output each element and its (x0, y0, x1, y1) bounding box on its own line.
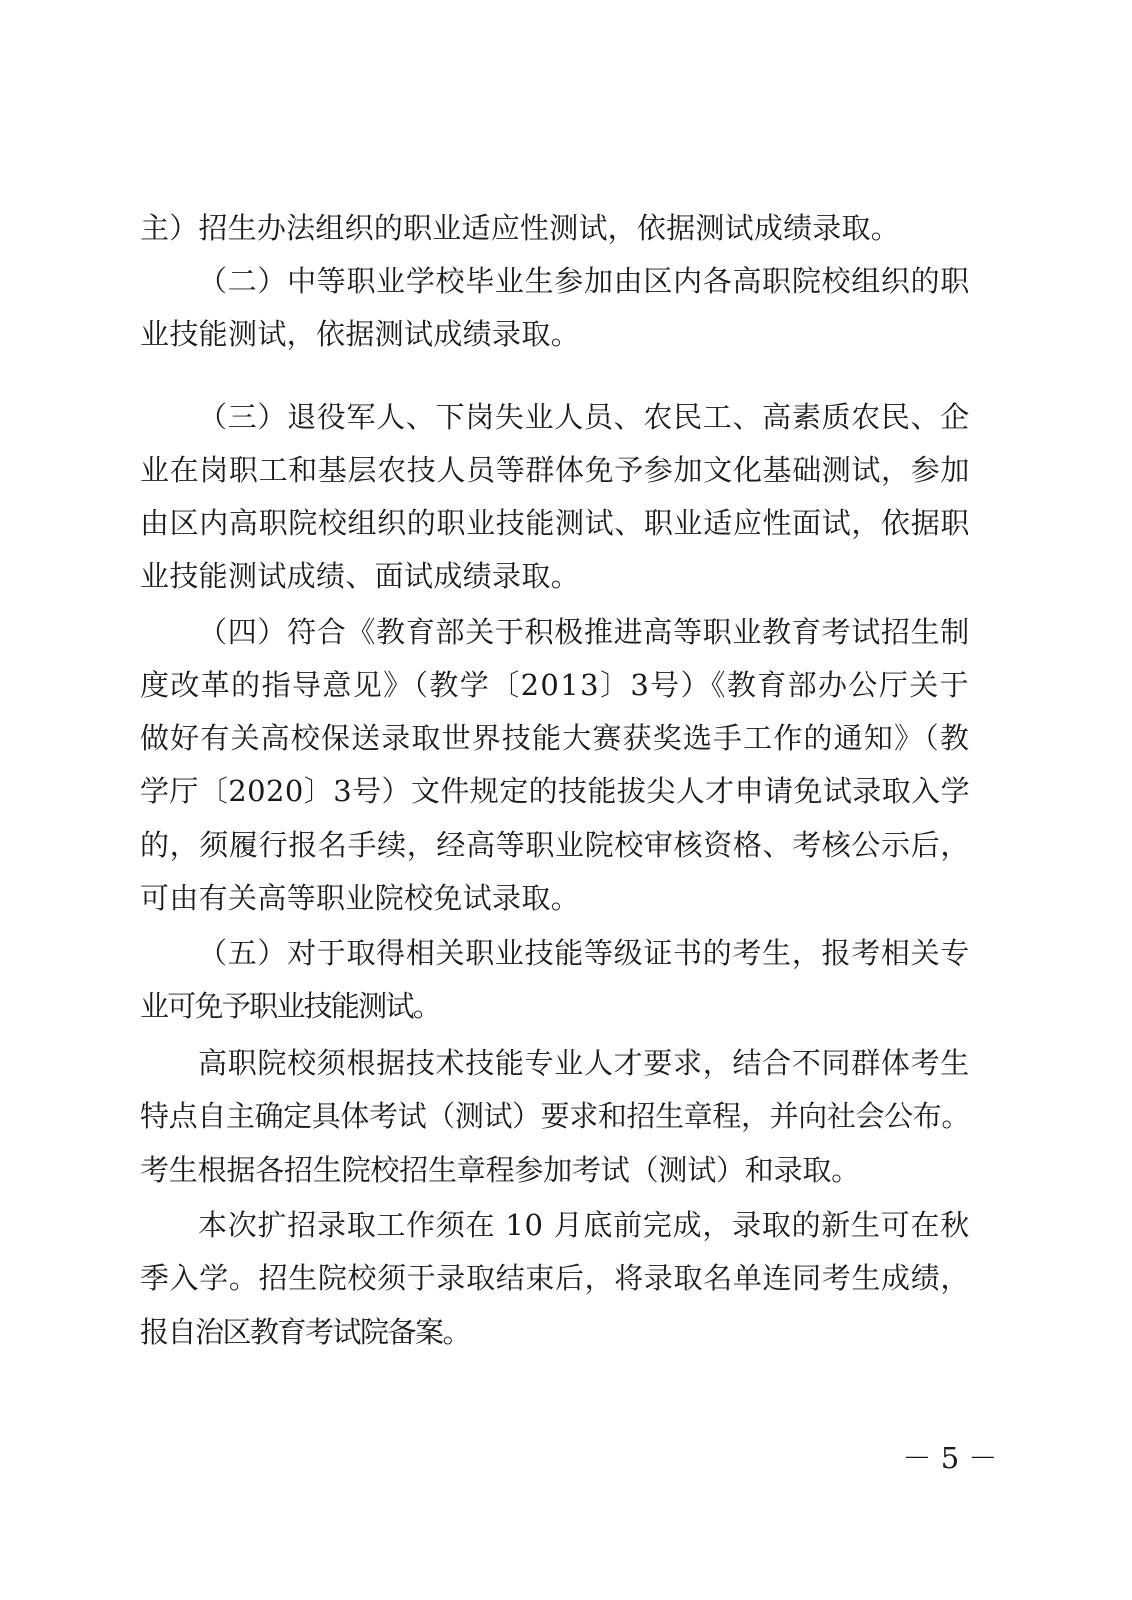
text-line-content: 的，须履行报名手续，经高等职业院校审核资格、考核公示后， (140, 828, 970, 862)
text-line-content: 高职院校须根据技术技能专业人才要求，结合不同群体考生 (198, 1046, 970, 1080)
text-line (0, 878, 1132, 918)
text-line (0, 208, 1132, 248)
text-line-content: 学厅〔2020〕3号）文件规定的技能拔尖人才申请免试录取入学 (140, 774, 970, 808)
text-line (0, 1043, 1132, 1083)
text-line (0, 450, 1132, 490)
text-line-content: 本次扩招录取工作须在 10 月底前完成，录取的新生可在秋 (198, 1208, 970, 1242)
text-line-content: 业可免予职业技能测试。 (140, 989, 440, 1023)
text-line (0, 1312, 1132, 1352)
text-line (0, 1096, 1132, 1136)
text-line-content: 业技能测试成绩、面试成绩录取。 (140, 559, 580, 593)
text-line (0, 986, 1132, 1026)
text-line (0, 1150, 1132, 1190)
text-line (0, 612, 1132, 652)
page-number: － 5 － (902, 1441, 998, 1475)
text-line-content: 季入学。招生院校须于录取结束后，将录取名单连同考生成绩， (140, 1261, 970, 1295)
text-line-content: （五）对于取得相关职业技能等级证书的考生，报考相关专 (198, 936, 970, 970)
text-line-content: 主）招生办法组织的职业适应性测试，依据测试成绩录取。 (140, 211, 900, 245)
text-line-content: （四）符合《教育部关于积极推进高等职业教育考试招生制 (198, 615, 970, 649)
text-line-content: 业在岗职工和基层农技人员等群体免予参加文化基础测试，参加 (140, 453, 970, 487)
text-line (0, 503, 1132, 543)
text-line (0, 933, 1132, 973)
text-line-content: 业技能测试，依据测试成绩录取。 (140, 317, 580, 351)
text-line (0, 825, 1132, 865)
text-line (0, 556, 1132, 596)
text-line (0, 1258, 1132, 1298)
text-line-content: 由区内高职院校组织的职业技能测试、职业适应性面试，依据职 (140, 506, 970, 540)
text-line (0, 1205, 1132, 1245)
text-line (0, 771, 1132, 811)
text-line-content: （二）中等职业学校毕业生参加由区内各高职院校组织的职 (198, 264, 970, 298)
text-line (0, 314, 1132, 354)
text-line-content: 可由有关高等职业院校免试录取。 (140, 881, 580, 915)
text-line-content: 做好有关高校保送录取世界技能大赛获奖选手工作的通知》（教 (140, 721, 970, 755)
text-line (0, 397, 1132, 437)
text-line-content: 考生根据各招生院校招生章程参加考试（测试）和录取。 (140, 1153, 860, 1187)
text-line-content: 特点自主确定具体考试（测试）要求和招生章程，并向社会公布。 (140, 1099, 970, 1133)
text-line-content: 度改革的指导意见》（教学〔2013〕3号）《教育部办公厅关于 (140, 668, 970, 702)
text-line (0, 261, 1132, 301)
text-line (0, 665, 1132, 705)
text-line (0, 718, 1132, 758)
text-line-content: 报自治区教育考试院备案。 (140, 1315, 470, 1349)
text-line-content: （三）退役军人、下岗失业人员、农民工、高素质农民、企 (198, 400, 970, 434)
